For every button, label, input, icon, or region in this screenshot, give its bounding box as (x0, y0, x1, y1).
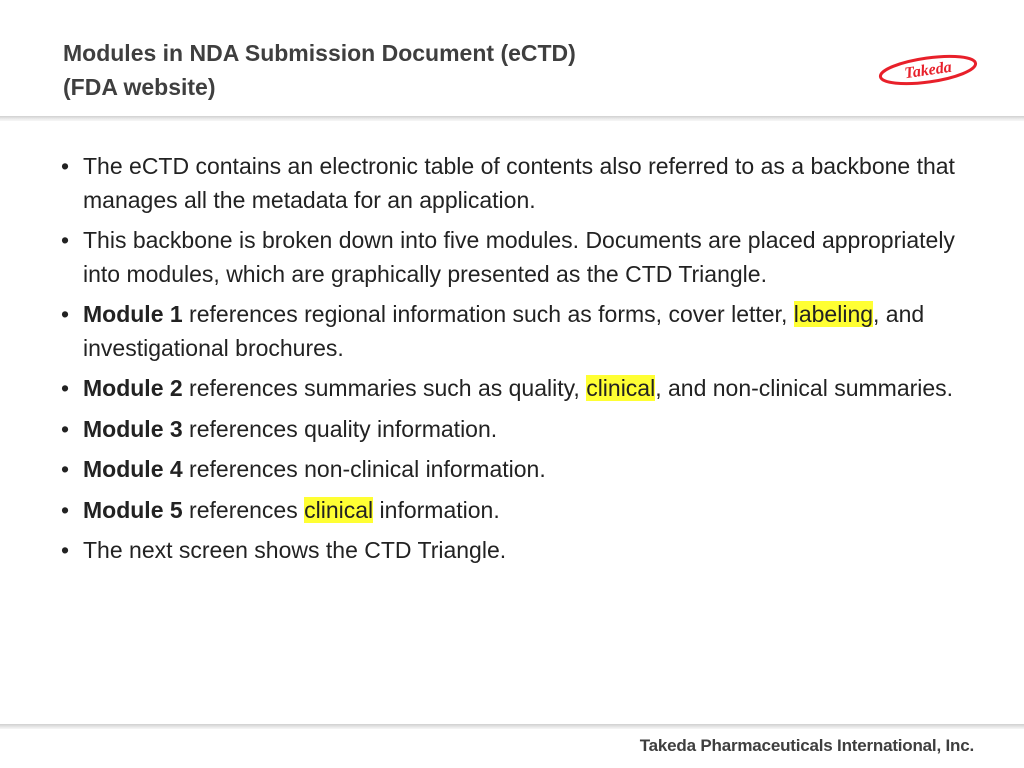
highlighted-term: clinical (586, 375, 656, 401)
bullet-text: references (182, 496, 305, 523)
bullet-text: The next screen shows the CTD Triangle. (83, 537, 507, 563)
bullet-item (58, 224, 958, 291)
module-label: Module 2 (83, 375, 183, 401)
bullet-text: information. (373, 496, 500, 523)
highlighted-term: clinical (304, 496, 374, 523)
slide-title (63, 36, 823, 104)
footer-divider (0, 724, 1024, 729)
bullet-item (58, 534, 958, 568)
bullet-text: The eCTD contains an electronic table of contents also referred to as a backbone that manages all the metadata for an application. (83, 153, 955, 213)
takeda-logo (876, 52, 980, 88)
bullet-item (58, 494, 958, 528)
module-label: Module 1 (83, 301, 183, 327)
bullet-text: references summaries such as quality, (182, 375, 587, 401)
bullet-text: references regional information such as forms, cover letter, (182, 301, 794, 327)
bullet-text: , and investigational brochures. (83, 301, 925, 361)
takeda-logo-text: Takeda (903, 58, 953, 83)
takeda-logo-graphic (876, 52, 980, 88)
bullet-text: , and non-clinical summaries. (655, 375, 954, 401)
bullet-item (58, 413, 958, 447)
module-label: Module 5 (83, 496, 183, 523)
bullet-item (58, 453, 958, 487)
slide-title-line-1: Modules in NDA Submission Document (eCTD) (63, 40, 576, 66)
header-divider (0, 116, 1024, 121)
bullet-list (58, 150, 958, 568)
footer-company-name: Takeda Pharmaceuticals International, Inc. (639, 736, 974, 755)
bullet-item (58, 298, 958, 365)
module-label: Module 3 (83, 415, 183, 442)
highlighted-term: labeling (793, 301, 874, 327)
bullet-text: This backbone is broken down into five modules. Documents are placed appropriately into modules, which are graphically presented as the CTD Triangle. (83, 227, 955, 287)
bullet-text: references quality information. (182, 415, 498, 442)
bullet-item (58, 150, 958, 217)
bullet-text: references non-clinical information. (182, 456, 546, 482)
slide-body (58, 150, 958, 575)
module-label: Module 4 (83, 456, 183, 482)
slide-title-line-2: (FDA website) (63, 74, 216, 100)
bullet-item (58, 372, 958, 406)
